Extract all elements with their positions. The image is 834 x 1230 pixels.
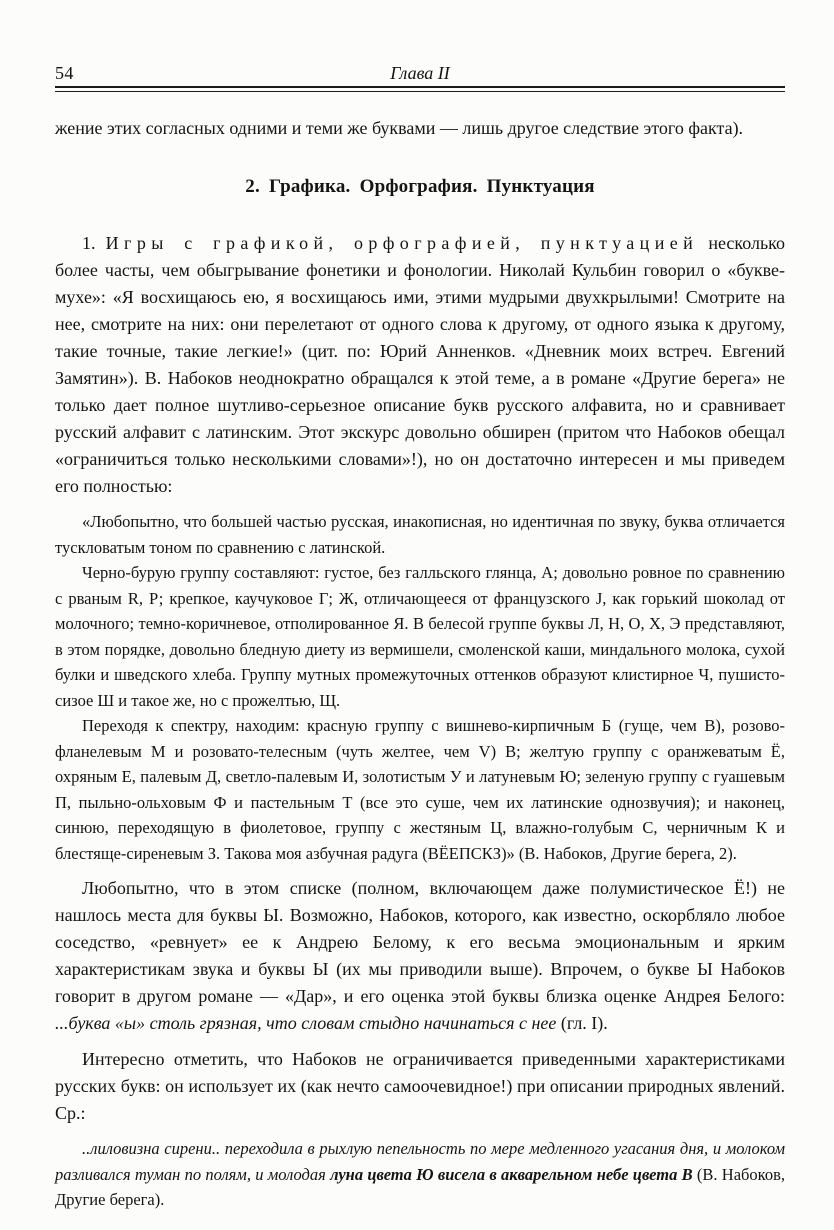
text-run: (В. Набоков, Другие берега).: [55, 1164, 786, 1209]
text-run: ..лиловизна сирени.. переходила в рыхлую пепельность по мере медленного угасания дня, и молоком разливался туман по полям, и молодая: [55, 1139, 785, 1184]
quote-nabokov-4: [55, 1136, 785, 1213]
text-run: 1.: [82, 233, 106, 253]
page-number: 54: [55, 63, 74, 83]
quote-nabokov-3: [55, 713, 785, 866]
quote-nabokov-1: [55, 509, 785, 560]
text-run: (гл. I).: [556, 1013, 608, 1033]
text-run: несколько более часты, чем обыгрывание фонетики и фонологии. Николай Кульбин говорил о «букве-мухе»: «Я восхищаюсь ею, я восхищаюсь ими, этими мудрыми двухкрылыми! Смотрите на нее, смотрите на них: они перелетают от одного слова к другому, от одного языка к другому, такие точные, такие легкие!» (цит. по: Юрий Анненков. «Дневник моих встреч. Евгений Замятин»). В. Набоков неоднократно обращался к этой теме, а в романе «Другие берега» не только дает полное шутливо-серьезное описание букв русского алфавита, но и сравнивает русский алфавит с латинским. Этот экскурс довольно обширен (притом что Набоков обещал «ограничиться только несколькими словами»!), но он достаточно интересен и мы приведем его полностью:: [55, 233, 785, 496]
paragraph-intro: [55, 230, 785, 500]
paragraph-continuation: [55, 115, 785, 142]
paragraph-commentary-2: [55, 1046, 785, 1127]
paragraph-commentary-1: [55, 875, 785, 1037]
running-header: [55, 60, 785, 92]
text-run: жение этих согласных одними и теми же буквами — лишь другое следствие этого факта).: [55, 118, 744, 138]
text-run: Черно-бурую группу составляют: густое, без галльского глянца, А; довольно ровное по сравнению с рваным R, Р; крепкое, каучуковое Г; Ж, отличающееся от французского J, как горький шоколад от молочного; темно-коричневое, отполированное Я. В белесой группе буквы Л, Н, О, Х, Э представляют, в этом порядке, довольно бледную диету из вермишели, смоленской каши, миндального молока, сухой булки и шведского хлеба. Группу мутных промежуточных оттенков образуют клистирное Ч, пушисто-сизое Ш и такое же, но с прожелтью, Щ.: [55, 563, 785, 710]
text-run: Игры с графикой, орфографией, пунктуацией: [105, 233, 699, 253]
quote-nabokov-2: [55, 560, 785, 713]
header-rule: [55, 86, 785, 92]
text-run: Интересно отметить, что Набоков не ограничивается приведенными характеристиками русских букв: он использует их (как нечто самоочевидное!) при описании природных явлений. Ср.:: [55, 1049, 785, 1123]
text-run: Любопытно, что в этом списке (полном, включающем даже полумистическое Ё!) не нашлось места для буквы Ы. Возможно, Набоков, которого, как известно, оскорбляло любое соседство, «ревнует» ее к Андрею Белому, к его весьма эмоциональным и ярким характеристикам звука и буквы Ы (их мы приводили выше). Впрочем, о букве Ы Набоков говорит в другом романе — «Дар», и его оценка этой буквы близка оценке Андрея Белого:: [55, 878, 785, 1006]
text-run: луна цвета Ю висела в акварельном небе цвета В: [330, 1164, 693, 1184]
text-run: Переходя к спектру, находим: красную группу с вишнево-кирпичным Б (гуще, чем В), розово-фланелевым М и розовато-телесным (чуть желтее, чем V) В; желтую группу с оранжеватым Ё, охряным Е, палевым Д, светло-палевым И, золотистым У и латуневым Ю; зеленую группу с гуашевым П, пыльно-ольховым Ф и пастельным Т (все это суше, чем их латинские однозвучия); и наконец, синюю, переходящую в фиолетовое, группу с жестяным Ц, влажно-голубым С, черничным К и блестяще-сиреневым З. Такова моя азбучная радуга (ВЁЕПСКЗ)» (В. Набоков, Другие берега, 2).: [55, 716, 785, 863]
chapter-title: Глава II: [390, 63, 450, 83]
text-run: «Любопытно, что большей частью русская, инакописная, но идентичная по звуку, буква отличается тускловатым тоном по сравнению с латинской.: [55, 512, 785, 557]
text-body: [55, 115, 785, 1213]
text-run: ...буква «ы» столь грязная, что словам стыдно начинаться с нее: [55, 1013, 557, 1033]
section-heading: 2. Графика. Орфография. Пунктуация: [245, 176, 595, 197]
running-header-row: [55, 60, 785, 84]
